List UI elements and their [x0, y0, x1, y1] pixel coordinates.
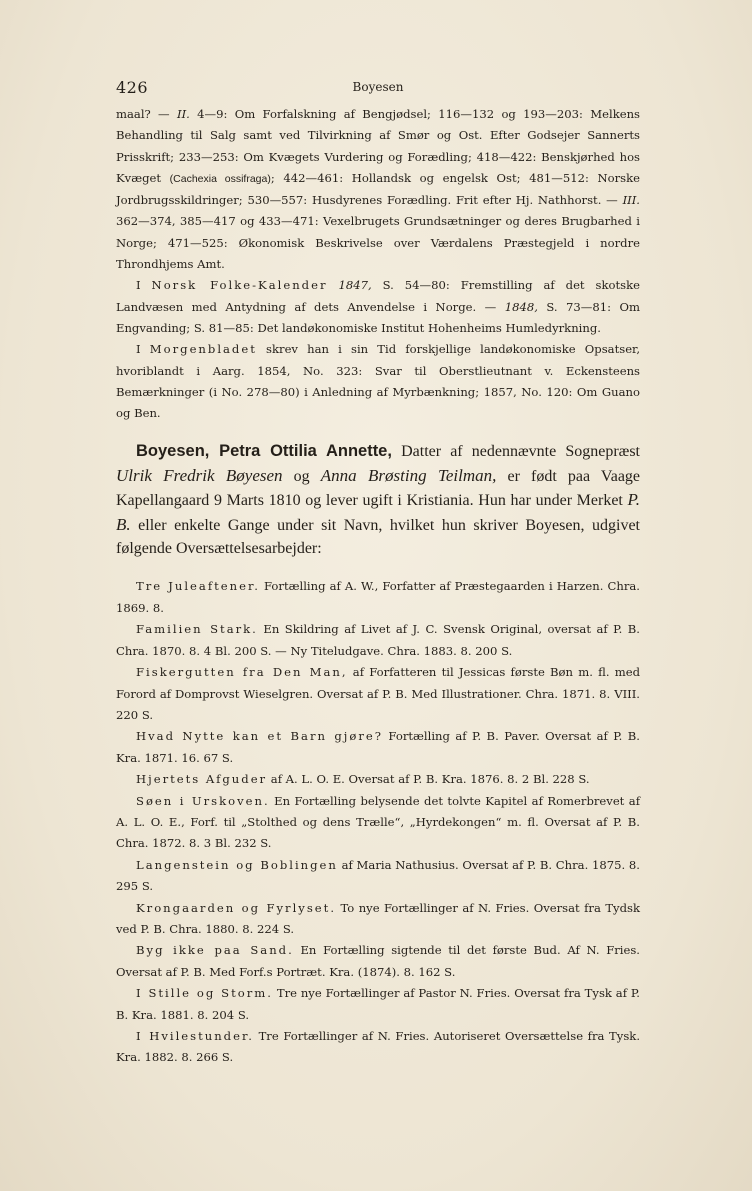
text-run: (Cachexia ossifraga): [169, 172, 271, 185]
work-details: Fortælling af P. B. Paver. Oversat af P. B. Kra. 1871. 16. 67 S.: [116, 729, 640, 765]
text-run: III.: [622, 193, 640, 208]
text-run: [327, 278, 338, 292]
work-entry: [116, 983, 640, 1026]
text-run: 362—374, 385—417 og 433—471: Vexelbrugets Grundsætninger og deres Brugbarhed i Norge; 471—525: Økonomisk Beskrivelse over Værdalens Præstegjeld i nordre Throndhjems Amt.: [116, 214, 640, 272]
work-entry: [116, 662, 640, 726]
biography-paragraph: [116, 440, 640, 560]
work-details: En Fortælling belysende det tolvte Kapitel af Romerbrevet af A. L. O. E., Forf. til „Stolthed og dens Trælle“, „Hyrdekongen“ m. fl. Oversat af P. B. Chra. 1872. 8. 3 Bl. 232 S.: [116, 793, 640, 851]
intro-paragraph: [116, 275, 640, 339]
intro-section: [116, 104, 640, 424]
work-details: af Maria Nathusius. Oversat af P. B. Chra. 1875. 8. 295 S.: [116, 857, 640, 894]
work-details: En Skildring af Livet af J. C. Svensk Original, oversat af P. B. Chra. 1870. 8. 4 Bl. 200 S. — Ny Titeludgave. Chra. 1883. 8. 200 S.: [116, 622, 640, 658]
work-entry: [116, 855, 640, 898]
work-entry: [116, 769, 640, 790]
page-number: 426: [116, 78, 149, 97]
text-run: S. 73—81: Om Engvanding; S. 81—85: Det landøkonomiske Institut Hohenheims Humledyrkning.: [116, 299, 640, 335]
biography-text: Datter af nedennævnte Sognepræst: [391, 443, 641, 461]
work-entry: [116, 726, 640, 769]
work-title: Hjertets Afguder: [136, 772, 268, 787]
text-run: Norsk Folke-Kalender: [151, 278, 328, 293]
biography-text: er født paa Vaage Kapellangaard 9 Marts 1810 og lever ugift i Kristiania. Hun har under Merket: [116, 467, 641, 510]
work-title: Tre Juleaftener.: [136, 579, 260, 594]
text-run: maal? —: [116, 107, 177, 121]
mother-name: Anna Brøsting Teilman,: [320, 465, 497, 485]
page-header: [116, 78, 640, 100]
text-run: I: [136, 342, 150, 357]
work-title: Søen i Urskoven.: [136, 793, 270, 808]
work-title: I Stille og Storm.: [136, 986, 273, 1001]
work-title: Krongaarden og Fyrlyset.: [136, 900, 337, 915]
work-title: Byg ikke paa Sand.: [136, 943, 294, 958]
text-run: I: [136, 278, 152, 293]
work-title: I Hvilestunder.: [136, 1029, 254, 1044]
work-title: Hvad Nytte kan et Barn gjøre?: [136, 729, 383, 744]
works-list: [116, 576, 640, 1068]
text-run: S. 54—80: Fremstilling af det skotske Landvæsen med Antydning af dets Anvendelse i Norge. —: [116, 278, 640, 314]
work-entry: [116, 1026, 640, 1069]
text-run: 1848,: [504, 299, 538, 314]
text-run: 4—9: Om Forfalskning af Bengjødsel; 116—132 og 193—203: Melkens Behandling til Salg samt ved Tilvirkning af Smør og Ost. Efter Godsejer Sannerts Prisskrift; 233—253: Om Kvægets Vurdering og Forædling; 418—422: Benskjørhed hos Kvæget: [116, 107, 640, 185]
work-title: Familien Stark.: [136, 622, 258, 637]
intro-paragraph: [116, 104, 640, 275]
father-name: Ulrik Fredrik Bøyesen: [116, 465, 283, 485]
work-entry: [116, 576, 640, 619]
work-details: af Forfatteren til Jessicas første Bøn m. fl. med Forord af Domprovst Wieselgren. Oversat af P. B. Med Illustrationer. Chra. 1871. 8. VIII. 220 S.: [116, 665, 640, 722]
work-details: af A. L. O. E. Oversat af P. B. Kra. 1876. 8. 2 Bl. 228 S.: [267, 772, 590, 787]
work-title: Langenstein og Boblingen: [136, 857, 338, 872]
text-run: skrev han i sin Tid forskjellige landøkonomiske Opsatser, hvoriblandt i Aarg. 1854, No. 323: Svar til Oberstlieutnant v. Eckensteens Bemærkninger (i No. 278—80) i Anledning af Myrbænkning; 1857, No. 120: Om Guano og Ben.: [116, 342, 641, 421]
work-details: Tre nye Fortællinger af Pastor N. Fries. Oversat fra Tysk af P. B. Kra. 1881. 8. 204 S.: [116, 986, 640, 1022]
work-entry: [116, 619, 640, 662]
biography-text: eller enkelte Gange under sit Navn, hvilket hun skriver Boyesen, udgivet følgende Oversættelsesarbejder:: [116, 516, 640, 558]
work-entry: [116, 791, 640, 855]
text-run: 1847,: [338, 278, 372, 293]
text-run: II.: [176, 107, 190, 121]
page-body: [116, 104, 640, 1069]
work-entry: [116, 898, 640, 941]
work-details: To nye Fortællinger af N. Fries. Oversat fra Tydsk ved P. B. Chra. 1880. 8. 224 S.: [116, 900, 640, 936]
work-details: Tre Fortællinger af N. Fries. Autoriseret Oversættelse fra Tysk. Kra. 1882. 8. 266 S.: [116, 1029, 641, 1065]
biography-text: og: [282, 467, 321, 485]
biography-name: Boyesen, Petra Ottilia Annette,: [136, 442, 392, 461]
text-run: ; 442—461: Hollandsk og engelsk Ost; 481—512: Norske Jordbrugsskildringer; 530—557: Husdyrenes Forædling. Frit efter Hj. Nathhorst. —: [116, 170, 640, 208]
work-details: Fortælling af A. W., Forfatter af Præstegaarden i Harzen. Chra. 1869. 8.: [116, 579, 640, 615]
work-entry: [116, 940, 640, 983]
work-details: En Fortælling sigtende til det første Bud. Af N. Fries. Oversat af P. B. Med Forf.s Portræt. Kra. (1874). 8. 162 S.: [116, 943, 640, 979]
text-run: Morgenbladet: [149, 342, 257, 357]
intro-paragraph: [116, 339, 640, 424]
work-title: Fiskergutten fra Den Man,: [136, 665, 348, 680]
running-head: Boyesen: [352, 80, 404, 94]
pseudonym-mark: P. B.: [116, 490, 640, 534]
